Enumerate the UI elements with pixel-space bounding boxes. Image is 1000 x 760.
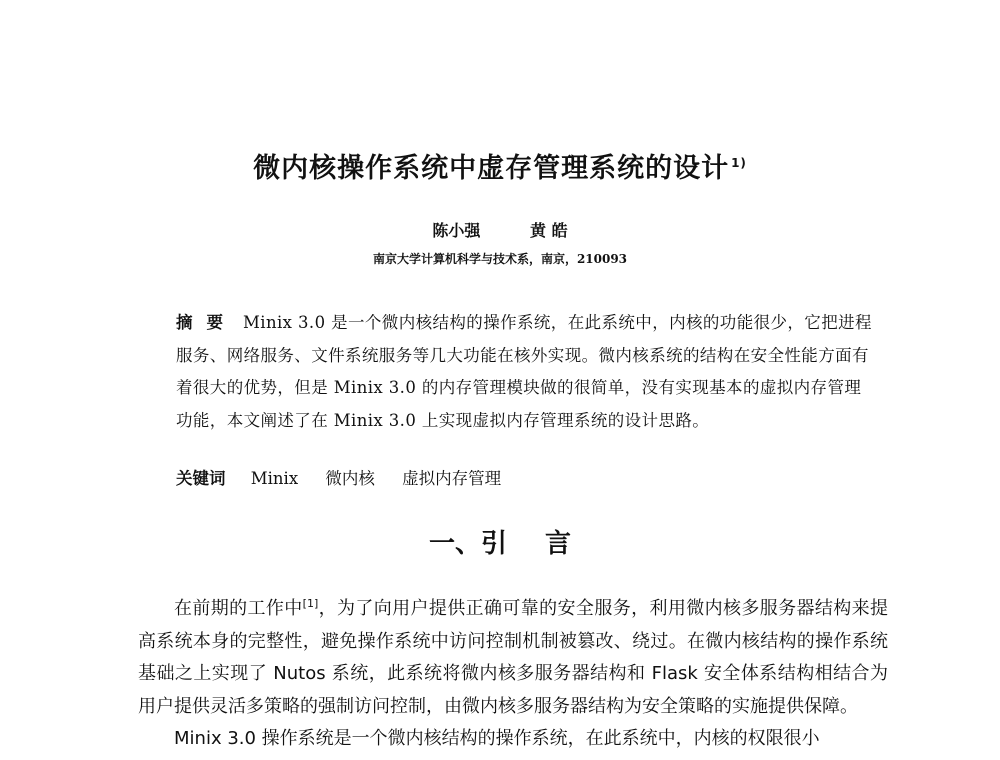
abstract-label: 摘要 [176, 313, 237, 332]
paragraph-text: 在前期的工作中 [174, 598, 303, 619]
author-list [0, 218, 1000, 241]
section-number: 一、引 [428, 529, 507, 559]
author-name: 陈小强 [432, 221, 481, 240]
keyword: 微内核 [325, 469, 375, 488]
affiliation: 南京大学计算机科学与技术系，南京，210093 [372, 252, 628, 266]
abstract-text: Minix 3.0 是一个微内核结构的操作系统，在此系统中，内核的功能很少，它把进程服务、网络服务、文件系统服务等几大功能在核外实现。微内核系统的结构在安全性能方面有着很大的优势，但是 Minix 3.0 的内存管理模块做的很简单，没有实现基本的虚拟内存管理功能，本文阐述了在 Minix 3.0 上实现虚拟内存管理系统的设计思路。 [176, 313, 872, 430]
keyword: Minix [250, 469, 299, 488]
paragraph-text: ，为了向用户提供正确可靠的安全服务，利用微内核多服务器结构来提高系统本身的完整性，避免操作系统中访问控制机制被篡改、绕过。在微内核结构的操作系统基础之上实现了 Nutos 系统，此系统将微内核多服务器结构和 Flask 安全体系结构相结合为用户提供灵活多策略的强制访问控制，由微内核多服务器结构为安全策略的实施提供保障。 [138, 598, 888, 717]
paragraph [138, 588, 888, 723]
keyword: 虚拟内存管理 [402, 469, 502, 488]
keywords-label: 关键词 [176, 469, 226, 488]
paragraph: Minix 3.0 操作系统是一个微内核结构的操作系统，在此系统中，内核的权限很小 [174, 728, 820, 749]
title-footnote-marker: 1) [731, 156, 747, 170]
citation-ref: [1] [302, 597, 319, 610]
keywords [176, 465, 523, 489]
paper-title [0, 146, 1000, 185]
body-text [138, 588, 888, 756]
author-name: 黄 皓 [530, 221, 568, 240]
title-text: 微内核操作系统中虚存管理系统的设计 [253, 153, 730, 184]
section-heading [0, 523, 1000, 560]
abstract [176, 307, 876, 437]
section-title: 言 [545, 529, 572, 559]
